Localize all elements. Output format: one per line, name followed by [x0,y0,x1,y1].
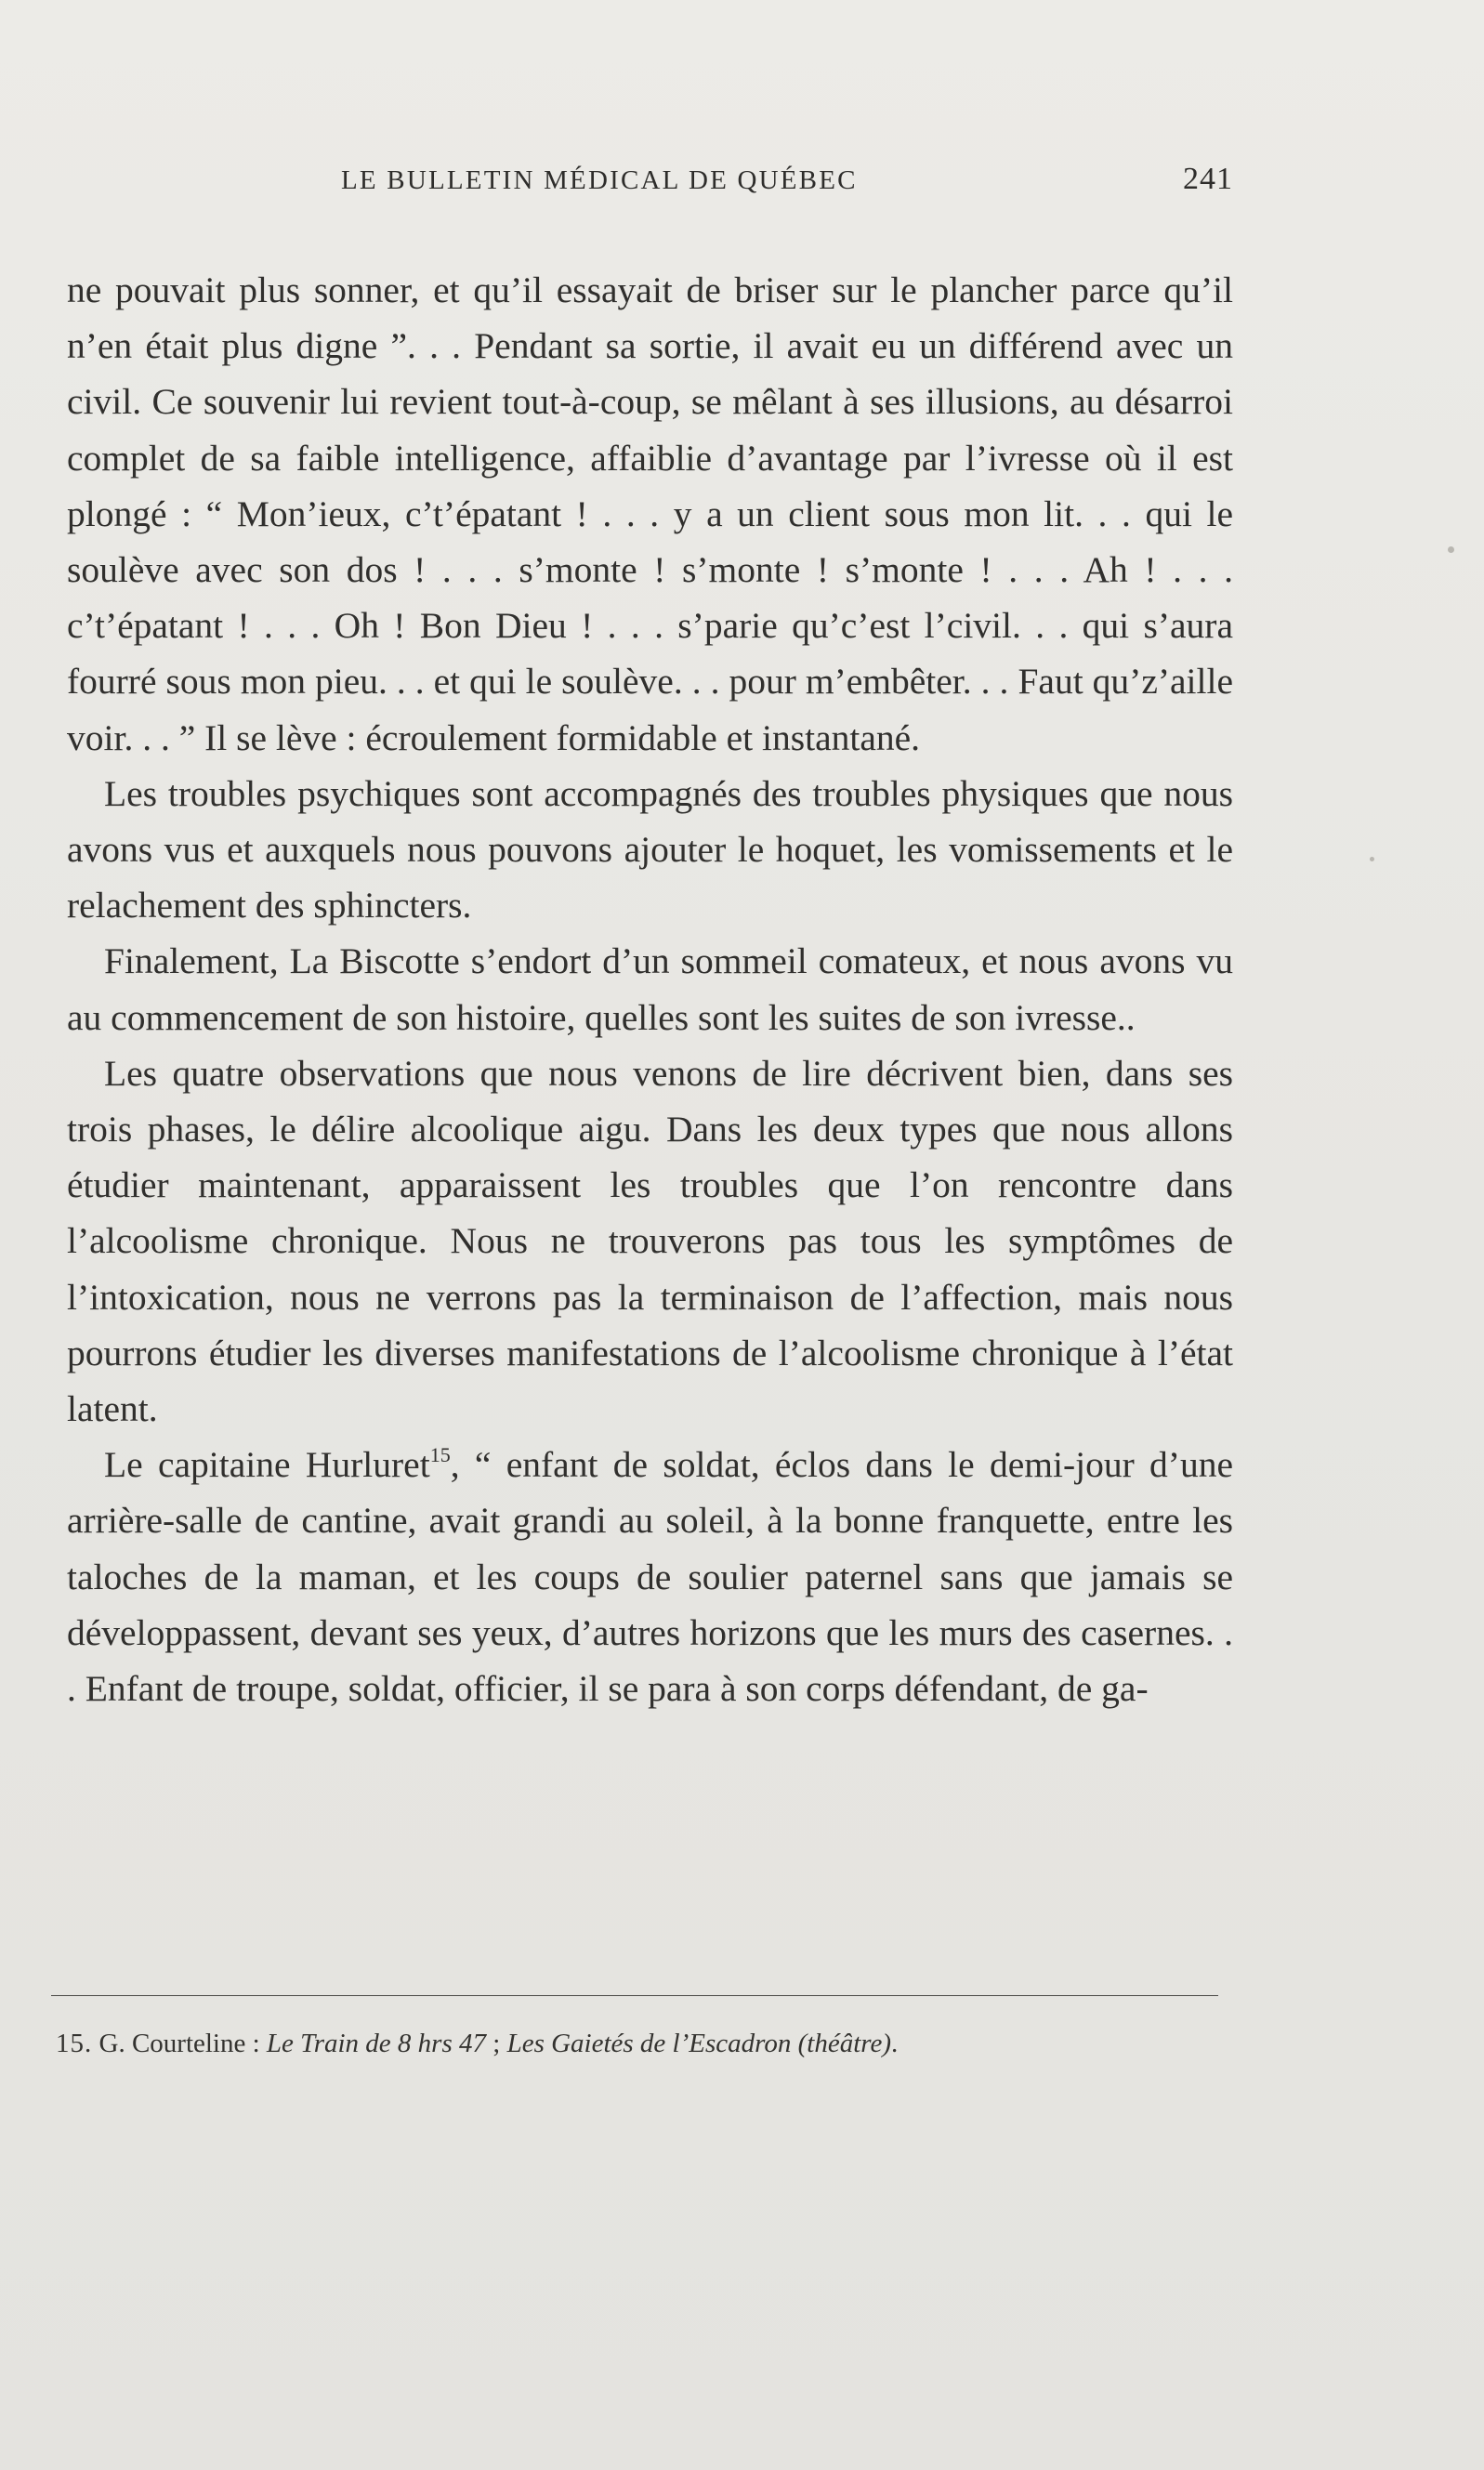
paragraph-1 [67,262,1233,766]
journal-title: LE BULLETIN MÉDICAL DE QUÉBEC [341,165,858,195]
footnote-separator: ; [486,2029,507,2058]
paragraph-text: Le capitaine Hurluret [104,1444,430,1486]
footnote-work-title: Les Gaietés de l’Escadron [506,2029,792,2058]
footnote-genre: (théâtre) [797,2029,891,2058]
page-number: 241 [1183,162,1233,196]
paragraph-2 [67,766,1233,934]
paragraph-text: Les quatre observations que nous venons de lire décrivent bien, dans ses trois phases, le délire alcoolique aigu. Dans les deux types que nous allons étudier maintenant, apparaissent les troubles que l’on rencontre dans l’alcoolisme chronique. Nous ne trouverons pas tous les symptômes de l’intoxication, nous ne verrons pas la terminaison de l’affection, mais nous pourrons étudier les diverses manifestations de l’alcoolisme chronique à l’état latent. [67,1052,1233,1430]
footnote-divider [51,1995,1218,1996]
paragraph-text-continued: , “ enfant de soldat, éclos dans le demi-jour d’une arrière-salle de cantine, avait grandi au soleil, à la bonne franquette, entre les taloches de la maman, et les coups de soulier paternel sans que jamais se développassent, devant ses yeux, d’autres horizons que les murs des casernes. . . Enfant de troupe, soldat, officier, il se para à son corps défendant, de ga- [67,1444,1233,1710]
paragraph-text: Finalement, La Biscotte s’endort d’un sommeil comateux, et nous avons vu au commencement de son histoire, quelles sont les suites de son ivresse.. [67,940,1233,1038]
paragraph-text: ne pouvait plus sonner, et qu’il essayait de briser sur le plancher parce qu’il n’en était plus digne ”. . . Pendant sa sortie, il avait eu un différend avec un civil. Ce souvenir lui revient tout-à-coup, se mêlant à ses illusions, au désarroi complet de sa faible intelligence, affaiblie d’avantage par l’ivresse où il est plongé : “ Mon’ieux, c’t’épatant ! . . . y a un client sous mon lit. . . qui le soulève avec son dos ! . . . s’monte ! s’monte ! s’monte ! . . . Ah ! . . . c’t’épatant ! . . . Oh ! Bon Dieu ! . . . s’parie qu’c’est l’civil. . . qui s’aura fourré sous mon pieu. . . et qui le soulève. . . pour m’embêter. . . Faut qu’z’aille voir. . . ” Il se lève : écroulement formidable et instantané. [67,269,1233,758]
footnote-number: 15. [56,2029,93,2058]
footnote-author: G. Courteline : [98,2029,260,2058]
running-header [67,162,1233,203]
paragraph-text: Les troubles psychiques sont accompagnés des troubles physiques que nous avons vus et auxquels nous pouvons ajouter le hoquet, les vomissements et le relachement des sphincters. [67,772,1233,926]
paper-speck [1370,857,1374,861]
paper-speck [1448,546,1454,553]
footnote-end: . [891,2029,899,2058]
paragraph-5 [67,1437,1233,1716]
paragraph-4 [67,1045,1233,1437]
footnote-work-title: Le Train de 8 hrs 47 [266,2029,486,2058]
paragraph-3 [67,933,1233,1044]
body-text [67,262,1233,1716]
footnote-reference: 15 [429,1443,451,1467]
footnote [56,2030,1234,2057]
